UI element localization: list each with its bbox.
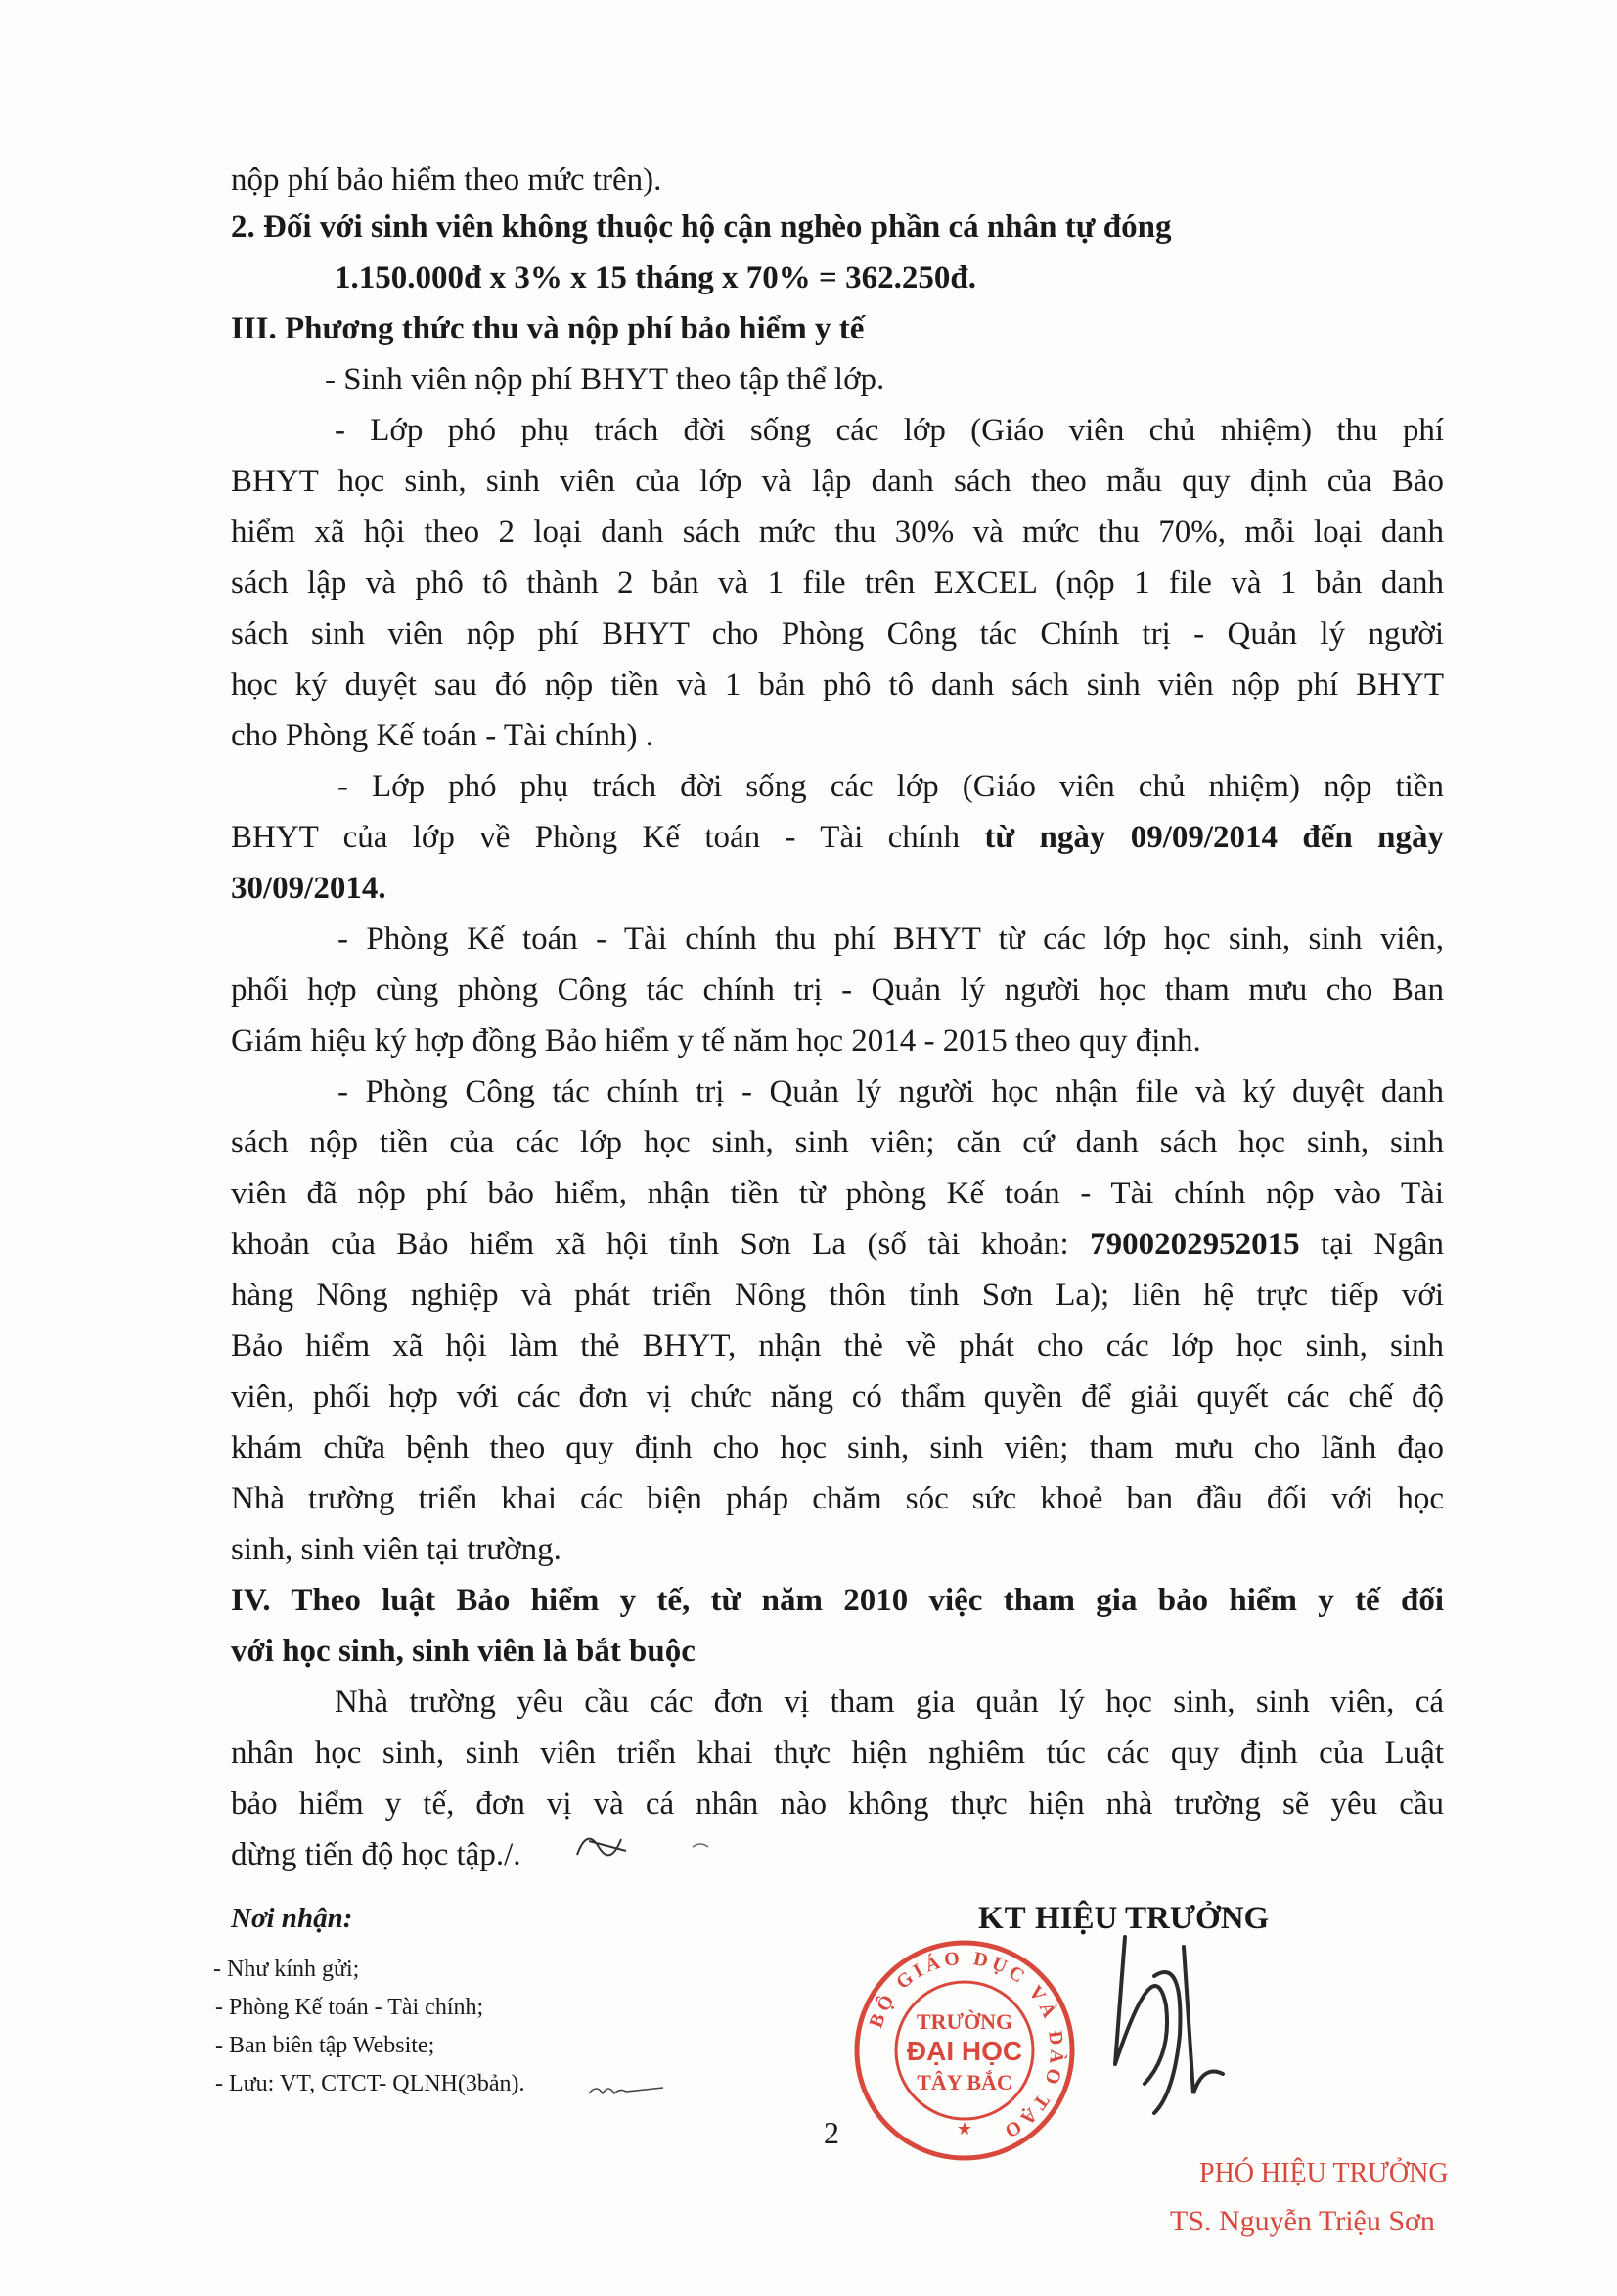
body-line: cho Phòng Kế toán - Tài chính) .: [231, 718, 653, 753]
body-line: hiểm xã hội theo 2 loại danh sách mức thu 30% và mức thu 70%, mỗi loại danh: [231, 515, 1444, 550]
school-seal: [853, 1939, 1076, 2162]
body-line: viên đã nộp phí bảo hiểm, nhận tiền từ phòng Kế toán - Tài chính nộp vào Tài: [231, 1176, 1444, 1211]
body-line: - Phòng Kế toán - Tài chính thu phí BHYT từ các lớp học sinh, sinh viên,: [337, 922, 1444, 957]
signer-role: PHÓ HIỆU TRƯỞNG: [1199, 2158, 1449, 2188]
body-line: với học sinh, sinh viên là bắt buộc: [231, 1634, 696, 1669]
body-line: hàng Nông nghiệp và phát triển Nông thôn tỉnh Sơn La); liên hệ trực tiếp với: [231, 1278, 1444, 1313]
body-line: Giám hiệu ký hợp đồng Bảo hiểm y tế năm học 2014 - 2015 theo quy định.: [231, 1023, 1201, 1058]
body-line: phối hợp cùng phòng Công tác chính trị - Quản lý người học tham mưu cho Ban: [231, 972, 1444, 1008]
body-line: dừng tiến độ học tập./.: [231, 1837, 521, 1872]
body-line: 2. Đối với sinh viên không thuộc hộ cận nghèo phần cá nhân tự đóng: [231, 209, 1172, 245]
svg-text:ĐẠI HỌC: ĐẠI HỌC: [906, 2036, 1023, 2066]
signer-name: TS. Nguyễn Triệu Sơn: [1170, 2205, 1435, 2237]
body-line: viên, phối hợp với các đơn vị chức năng có thẩm quyền để giải quyết các chế độ: [231, 1379, 1444, 1415]
body-line: Nhà trường yêu cầu các đơn vị tham gia quản lý học sinh, sinh viên, cá: [335, 1685, 1444, 1720]
body-line: BHYT học sinh, sinh viên của lớp và lập danh sách theo mẫu quy định của Bảo: [231, 464, 1444, 499]
body-line: nộp phí bảo hiểm theo mức trên).: [231, 162, 662, 198]
body-line: III. Phương thức thu và nộp phí bảo hiểm y tế: [231, 311, 865, 346]
body-line: sách nộp tiền của các lớp học sinh, sinh viên; căn cứ danh sách học sinh, sinh: [231, 1125, 1444, 1160]
body-line-bhyt: BHYT của lớp về Phòng Kế toán - Tài chính từ ngày 09/09/2014 đến ngày: [231, 820, 1444, 855]
signature-title: KT HIỆU TRƯỞNG: [978, 1901, 1270, 1936]
body-line: Nhà trường triển khai các biện pháp chăm sóc sức khoẻ ban đầu đối với học: [231, 1481, 1444, 1516]
body-line: bảo hiểm y tế, đơn vị và cá nhân nào không thực hiện nhà trường sẽ yêu cầu: [231, 1786, 1444, 1822]
body-line: - Lớp phó phụ trách đời sống các lớp (Giáo viên chủ nhiệm) thu phí: [335, 413, 1444, 448]
svg-text:TÂY BẮC: TÂY BẮC: [917, 2070, 1012, 2094]
body-line: 1.150.000đ x 3% x 15 tháng x 70% = 362.250đ.: [335, 260, 976, 295]
body-line: sinh, sinh viên tại trường.: [231, 1532, 561, 1567]
recipients-title: Nơi nhận:: [231, 1903, 353, 1934]
body-line: sách lập và phô tô thành 2 bản và 1 file trên EXCEL (nộp 1 file và 1 bản danh: [231, 565, 1444, 601]
signature: [1086, 1917, 1233, 2142]
body-line-account: khoản của Bảo hiểm xã hội tỉnh Sơn La (số tài khoản: 7900202952015 tại Ngân: [231, 1227, 1444, 1262]
page-number: 2: [824, 2115, 839, 2150]
initials-mark: [585, 2074, 673, 2103]
body-line: khám chữa bệnh theo quy định cho học sinh, sinh viên; tham mưu cho lãnh đạo: [231, 1430, 1444, 1465]
svg-text:TRƯỜNG: TRƯỜNG: [916, 2009, 1013, 2034]
body-line: - Phòng Công tác chính trị - Quản lý người học nhận file và ký duyệt danh: [337, 1074, 1444, 1109]
body-line: nhân học sinh, sinh viên triển khai thực hiện nghiêm túc các quy định của Luật: [231, 1735, 1444, 1771]
recipient-item: - Phòng Kế toán - Tài chính;: [215, 1995, 484, 2020]
svg-text:★: ★: [956, 2119, 973, 2138]
recipient-item: - Lưu: VT, CTCT- QLNH(3bản).: [215, 2071, 525, 2096]
body-line: 30/09/2014.: [231, 871, 386, 906]
recipient-item: - Như kính gửi;: [213, 1957, 360, 1982]
recipient-item: - Ban biên tập Website;: [215, 2033, 435, 2058]
body-line: - Sinh viên nộp phí BHYT theo tập thể lớp.: [325, 362, 885, 397]
body-line: sách sinh viên nộp phí BHYT cho Phòng Công tác Chính trị - Quản lý người: [231, 616, 1444, 652]
body-line: Bảo hiểm xã hội làm thẻ BHYT, nhận thẻ về phát cho các lớp học sinh, sinh: [231, 1328, 1444, 1364]
svg-text:BỘ GIÁO DỤC VÀ ĐÀO TẠO: BỘ GIÁO DỤC VÀ ĐÀO TẠO: [865, 1947, 1068, 2144]
body-line: - Lớp phó phụ trách đời sống các lớp (Giáo viên chủ nhiệm) nộp tiền: [337, 769, 1444, 804]
body-line: học ký duyệt sau đó nộp tiền và 1 bản phô tô danh sách sinh viên nộp phí BHYT: [231, 667, 1444, 702]
body-line: IV. Theo luật Bảo hiểm y tế, từ năm 2010 việc tham gia bảo hiểm y tế đối: [231, 1583, 1444, 1618]
handwritten-mark: [567, 1818, 734, 1867]
account-number: 7900202952015: [1090, 1227, 1300, 1262]
